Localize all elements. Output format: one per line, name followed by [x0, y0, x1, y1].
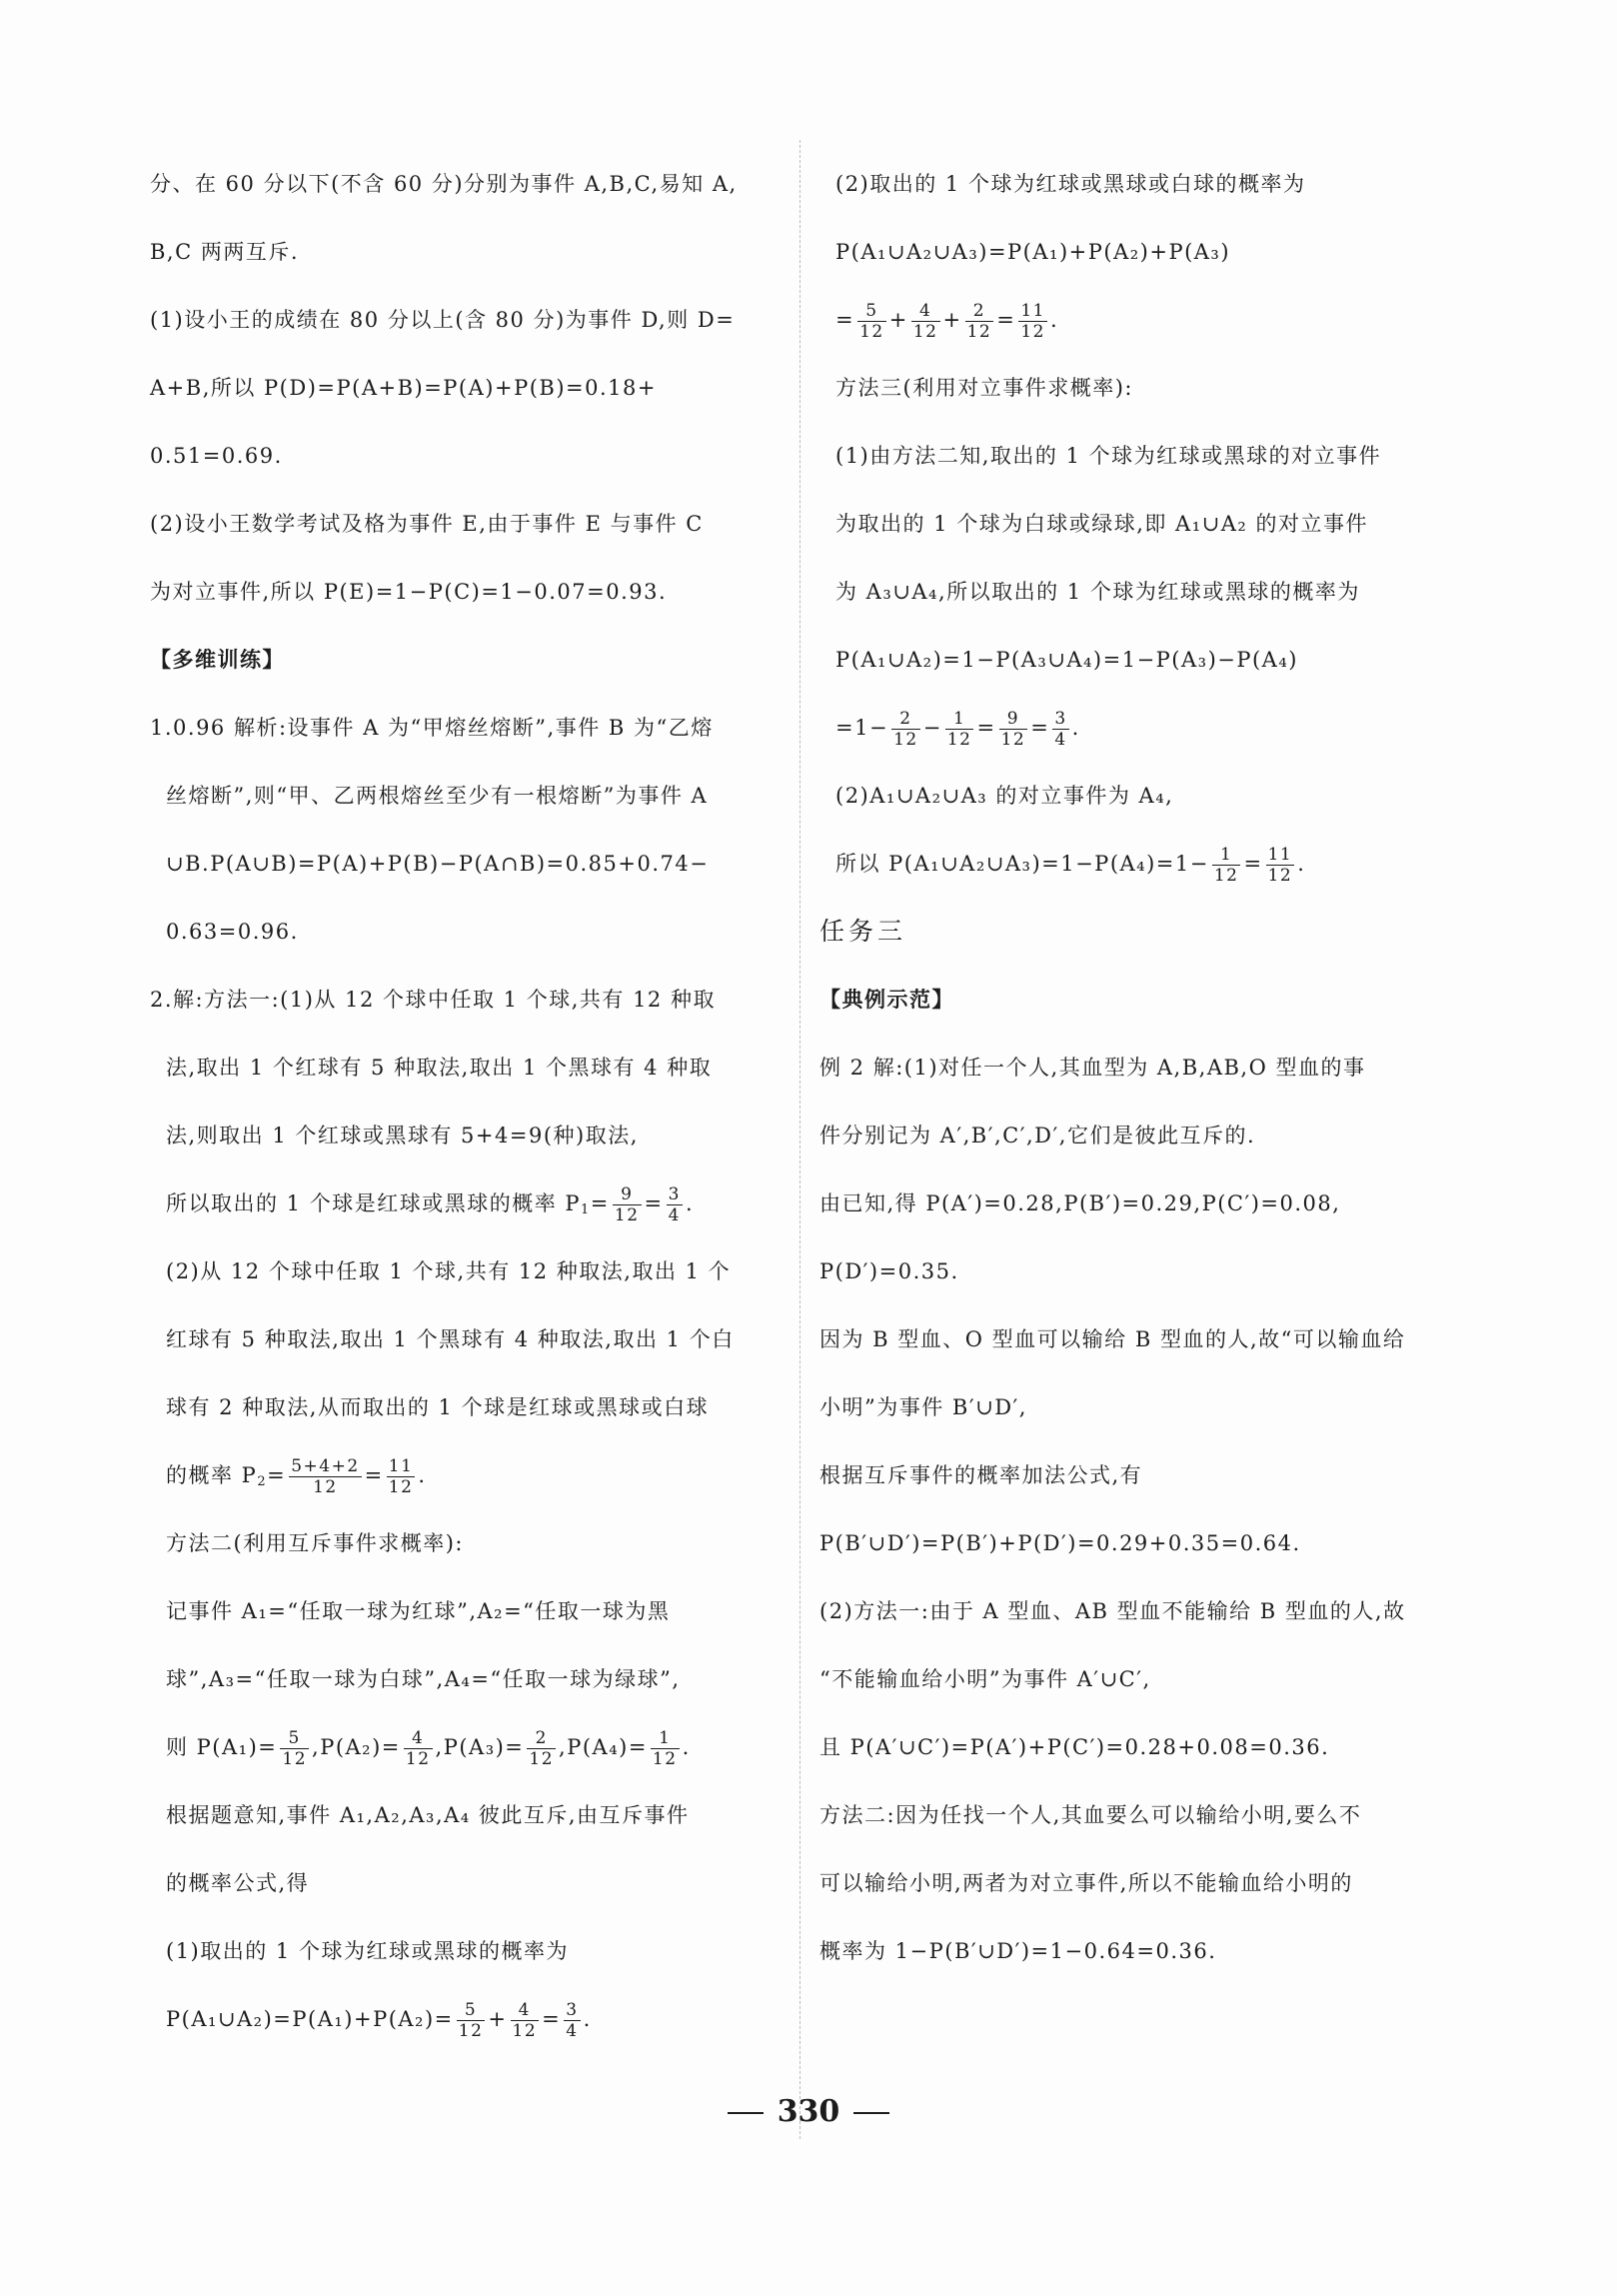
- fraction: [945, 709, 974, 750]
- section-label-multi-training: 【多维训练】: [150, 647, 285, 672]
- denominator: 12: [912, 322, 938, 342]
- text: 所以 P(A₁∪A₂∪A₃)=1−P(A₄)=1−: [835, 852, 1209, 876]
- formula-line: [819, 830, 1469, 898]
- text-line: (1)设小王的成绩在 80 分以上(含 80 分)为事件 D,则 D=: [150, 308, 736, 332]
- formula-line: [150, 1441, 780, 1509]
- denominator: 12: [1267, 866, 1293, 886]
- section-heading-task-three: 任务三: [819, 917, 907, 946]
- fraction: [280, 1728, 309, 1769]
- text: .: [682, 1735, 691, 1759]
- denominator: 4: [668, 1205, 681, 1225]
- text-line: 小明”为事件 B′∪D′,: [819, 1395, 1027, 1419]
- text-line: 1.0.96 解析:设事件 A 为“甲熔丝熔断”,事件 B 为“乙熔: [150, 716, 714, 740]
- text: .: [1297, 852, 1306, 876]
- text-line: A+B,所以 P(D)=P(A+B)=P(A)+P(B)=0.18+: [150, 376, 657, 400]
- formula-line: [150, 1985, 780, 2053]
- text-line: 球有 2 种取法,从而取出的 1 个球是红球或黑球或白球: [166, 1395, 710, 1419]
- denominator: 12: [614, 1205, 640, 1225]
- numerator: 11: [388, 1456, 414, 1476]
- text-line: (1)由方法二知,取出的 1 个球为红球或黑球的对立事件: [835, 444, 1382, 468]
- numerator: 3: [566, 2000, 579, 2020]
- fraction: [667, 1184, 683, 1225]
- text-line: 法,取出 1 个红球有 5 种取法,取出 1 个黑球有 4 种取: [166, 1056, 713, 1080]
- left-column: [150, 150, 780, 2053]
- numerator: 2: [527, 1728, 556, 1749]
- right-column: [819, 150, 1469, 1985]
- text-line: 为对立事件,所以 P(E)=1−P(C)=1−0.07=0.93.: [150, 580, 668, 604]
- subscript: 2: [257, 1474, 268, 1489]
- denominator: 12: [966, 322, 992, 342]
- numerator: 3: [668, 1184, 681, 1204]
- text-line: 红球有 5 种取法,取出 1 个黑球有 4 种取法,取出 1 个白: [166, 1327, 735, 1351]
- fraction: [404, 1728, 433, 1769]
- text-line: (2)A₁∪A₂∪A₃ 的对立事件为 A₄,: [835, 784, 1174, 808]
- text: =: [996, 308, 1016, 332]
- text-line: 的概率公式,得: [166, 1871, 310, 1895]
- text-line: 可以输给小明,两者为对立事件,所以不能输血给小明的: [819, 1871, 1353, 1895]
- text: +: [488, 2007, 508, 2031]
- formula-line: [150, 1713, 780, 1781]
- text: =: [1030, 716, 1050, 740]
- numerator: 11: [1020, 301, 1045, 321]
- text: .: [583, 2007, 592, 2031]
- text-line: 丝熔断”,则“甲、乙两根熔丝至少有一根熔断”为事件 A: [166, 784, 709, 808]
- fraction: [511, 2000, 540, 2041]
- formula-line: [819, 694, 1469, 762]
- denominator: 12: [859, 322, 884, 342]
- text-line: 为取出的 1 个球为白球或绿球,即 A₁∪A₂ 的对立事件: [835, 512, 1368, 536]
- text: =: [542, 2007, 562, 2031]
- fraction: [1212, 845, 1241, 886]
- numerator: 2: [965, 301, 994, 322]
- text-line: 方法三(利用对立事件求概率):: [835, 376, 1133, 400]
- fraction: [857, 301, 886, 342]
- numerator: 9: [613, 1184, 642, 1205]
- dash-right: [853, 2112, 889, 2114]
- text-line: P(B′∪D′)=P(B′)+P(D′)=0.29+0.35=0.64.: [819, 1531, 1301, 1555]
- text-line: 记事件 A₁=“任取一球为红球”,A₂=“任取一球为黑: [166, 1599, 671, 1623]
- denominator: 12: [405, 1749, 431, 1769]
- text: 则 P(A₁)=: [166, 1735, 278, 1759]
- denominator: 12: [1000, 730, 1026, 750]
- text-line: 由已知,得 P(A′)=0.28,P(B′)=0.29,P(C′)=0.08,: [819, 1191, 1341, 1215]
- denominator: 12: [282, 1749, 308, 1769]
- text-line: 因为 B 型血、O 型血可以输给 B 型血的人,故“可以输血给: [819, 1327, 1406, 1351]
- denominator: 12: [1213, 866, 1239, 886]
- text-line: 方法二(利用互斥事件求概率):: [166, 1531, 464, 1555]
- text-line: ∪B.P(A∪B)=P(A)+P(B)−P(A∩B)=0.85+0.74−: [166, 852, 710, 876]
- text: ,P(A₂)=: [312, 1735, 401, 1759]
- text: −: [922, 716, 942, 740]
- fraction: [891, 709, 920, 750]
- denominator: 12: [893, 730, 918, 750]
- page-number: [0, 2094, 1617, 2129]
- subscript: 1: [581, 1202, 591, 1217]
- text-line: 根据题意知,事件 A₁,A₂,A₃,A₄ 彼此互斥,由互斥事件: [166, 1803, 690, 1827]
- column-divider: [800, 140, 801, 2139]
- text-line: P(D′)=0.35.: [819, 1259, 959, 1283]
- text: .: [1050, 308, 1059, 332]
- denominator: 12: [458, 2021, 484, 2041]
- fraction: [289, 1456, 361, 1497]
- text: =: [835, 308, 855, 332]
- text: =: [364, 1463, 384, 1487]
- text-line: 方法二:因为任找一个人,其血要么可以输给小明,要么不: [819, 1803, 1362, 1827]
- text-line: 且 P(A′∪C′)=P(A′)+P(C′)=0.28+0.08=0.36.: [819, 1735, 1330, 1759]
- text: =: [267, 1463, 287, 1487]
- fraction: [527, 1728, 556, 1769]
- text: +: [888, 308, 908, 332]
- fraction: [1266, 845, 1295, 886]
- text: .: [1071, 716, 1080, 740]
- numerator: 4: [404, 1728, 433, 1749]
- text: ,P(A₃)=: [435, 1735, 525, 1759]
- text-line: “不能输血给小明”为事件 A′∪C′,: [819, 1667, 1151, 1691]
- denominator: 12: [652, 1749, 678, 1769]
- text-line: 例 2 解:(1)对任一个人,其血型为 A,B,AB,O 型血的事: [819, 1056, 1366, 1080]
- text: .: [418, 1463, 427, 1487]
- numerator: 11: [1267, 845, 1293, 865]
- fraction: [965, 301, 994, 342]
- fraction: [387, 1456, 416, 1497]
- fraction: [564, 2000, 580, 2041]
- text-line: (2)方法一:由于 A 型血、AB 型血不能输给 B 型血的人,故: [819, 1599, 1406, 1623]
- text-line: P(A₁∪A₂)=1−P(A₃∪A₄)=1−P(A₃)−P(A₄): [835, 648, 1298, 672]
- numerator: 4: [511, 2000, 540, 2021]
- text: =: [590, 1191, 610, 1215]
- text: =: [644, 1191, 664, 1215]
- denominator: 12: [313, 1477, 338, 1497]
- denominator: 4: [566, 2021, 579, 2041]
- text-line: 概率为 1−P(B′∪D′)=1−0.64=0.36.: [819, 1939, 1217, 1963]
- page-number-text: 330: [777, 2094, 840, 2129]
- numerator: 4: [911, 301, 940, 322]
- text-line: 根据互斥事件的概率加法公式,有: [819, 1463, 1143, 1487]
- denominator: 12: [512, 2021, 538, 2041]
- numerator: 1: [1212, 845, 1241, 866]
- dash-left: [728, 2112, 764, 2114]
- numerator: 5: [857, 301, 886, 322]
- text-line: 2.解:方法一:(1)从 12 个球中任取 1 个球,共有 12 种取: [150, 988, 716, 1012]
- formula-line: [150, 1169, 780, 1237]
- text: .: [685, 1191, 695, 1215]
- denominator: 4: [1054, 730, 1067, 750]
- text-line: 球”,A₃=“任取一球为白球”,A₄=“任取一球为绿球”,: [166, 1667, 681, 1691]
- text: 的概率 P: [166, 1463, 258, 1487]
- text: ,P(A₄)=: [559, 1735, 648, 1759]
- text-line: P(A₁∪A₂∪A₃)=P(A₁)+P(A₂)+P(A₃): [835, 240, 1231, 264]
- text-line: 分、在 60 分以下(不含 60 分)分别为事件 A,B,C,易知 A,: [150, 172, 738, 196]
- text-line: (2)从 12 个球中任取 1 个球,共有 12 种取法,取出 1 个: [166, 1259, 732, 1283]
- text-line: (2)设小王数学考试及格为事件 E,由于事件 E 与事件 C: [150, 512, 704, 536]
- text: =: [1243, 852, 1263, 876]
- text: 所以取出的 1 个球是红球或黑球的概率 P: [166, 1191, 582, 1215]
- text-line: 0.63=0.96.: [166, 920, 299, 944]
- text-line: 法,则取出 1 个红球或黑球有 5+4=9(种)取法,: [166, 1124, 639, 1148]
- denominator: 12: [946, 730, 972, 750]
- text-line: 为 A₃∪A₄,所以取出的 1 个球为红球或黑球的概率为: [835, 580, 1360, 604]
- fraction: [1018, 301, 1047, 342]
- fraction: [911, 301, 940, 342]
- text: +: [942, 308, 962, 332]
- fraction: [613, 1184, 642, 1225]
- denominator: 12: [529, 1749, 555, 1769]
- numerator: 1: [651, 1728, 680, 1749]
- text: =1−: [835, 716, 889, 740]
- text-line: 件分别记为 A′,B′,C′,D′,它们是彼此互斥的.: [819, 1124, 1256, 1148]
- numerator: 5: [457, 2000, 486, 2021]
- numerator: 5+4+2: [291, 1456, 360, 1476]
- text-line: 0.51=0.69.: [150, 444, 283, 468]
- numerator: 9: [999, 709, 1028, 730]
- fraction: [1052, 709, 1068, 750]
- text: =: [976, 716, 996, 740]
- denominator: 12: [1020, 322, 1045, 342]
- numerator: 5: [280, 1728, 309, 1749]
- text-line: (1)取出的 1 个球为红球或黑球的概率为: [166, 1939, 569, 1963]
- fraction: [999, 709, 1028, 750]
- formula-line: [819, 286, 1469, 354]
- fraction: [457, 2000, 486, 2041]
- denominator: 12: [388, 1477, 414, 1497]
- section-label-typical-example: 【典例示范】: [819, 987, 954, 1012]
- text-line: B,C 两两互斥.: [150, 240, 300, 264]
- fraction: [651, 1728, 680, 1769]
- numerator: 1: [945, 709, 974, 730]
- text: P(A₁∪A₂)=P(A₁)+P(A₂)=: [166, 2007, 454, 2031]
- text-line: (2)取出的 1 个球为红球或黑球或白球的概率为: [835, 172, 1306, 196]
- numerator: 2: [891, 709, 920, 730]
- numerator: 3: [1054, 709, 1067, 729]
